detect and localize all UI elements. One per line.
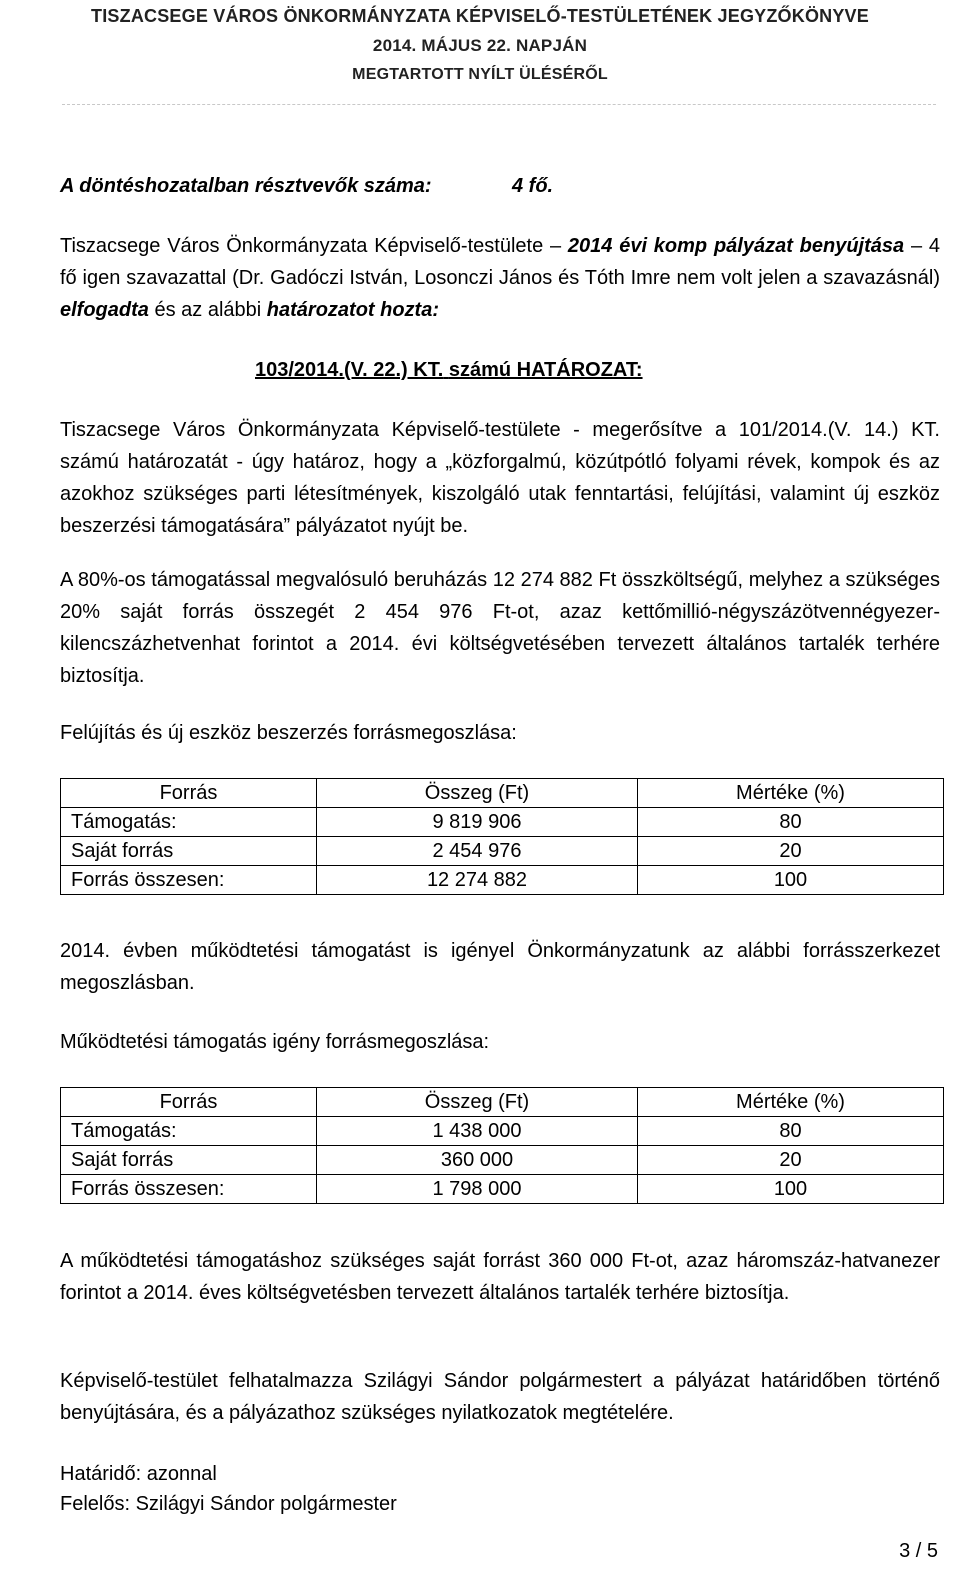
funding-paragraph: A 80%-os támogatással megvalósuló beruházás 12 274 882 Ft összköltségű, melyhez a szükséges 20% saját forrás összegét 2 454 976 Ft-ot, azaz kettőmillió-négyszázötvennégyezer- kilencszázhetvenhat forintot a 2014. évi költségvetésében tervezett általános tartalék terhére biztosítja. (60, 569, 940, 687)
cell-amount: 1 438 000 (317, 1117, 638, 1146)
header-date: 2014. MÁJUS 22. NAPJÁN (372, 36, 588, 55)
page-number: 3 / 5 (899, 1540, 938, 1562)
table-row (61, 808, 944, 837)
resolution-label: számú HATÁROZAT: (448, 359, 643, 381)
cell-rate: 80 (638, 808, 944, 837)
vote-paragraph (60, 230, 940, 326)
cell-rate: 20 (638, 1146, 944, 1175)
table-header-row (61, 1088, 944, 1117)
column-header-rate: Mértéke (%) (638, 1088, 944, 1117)
table-row (61, 1175, 944, 1204)
resolution-body: Tiszacsege Város Önkormányzata Képviselő-testülete - megerősítve a 101/2014.(V. 14.) KT. számú határozatát - úgy határoz, hogy a „közforgalmú, közútpótló folyami révek, kompok és az azokhoz szükséges parti létesítmények, kiszolgáló utak fenntartási, felújítási, valamint új eszköz beszerzési támogatására” pályázatot nyújt be. (60, 419, 940, 537)
header-title: TISZACSEGE VÁROS ÖNKORMÁNYZATA KÉPVISELŐ-TESTÜLETÉNEK JEGYZŐKÖNYVE (91, 6, 869, 26)
column-header-source: Forrás (61, 1088, 317, 1117)
resolution-title (255, 354, 643, 386)
vote-outcome: elfogadta (60, 299, 149, 321)
header-divider (62, 104, 936, 105)
table2-title: Működtetési támogatás igény forrásmegoszlása: (60, 1031, 490, 1053)
cell-source: Támogatás: (61, 808, 317, 837)
cell-amount: 1 798 000 (317, 1175, 638, 1204)
participants-value: 4 fő. (512, 175, 554, 197)
cell-source: Saját forrás (61, 837, 317, 866)
table-row (61, 1146, 944, 1175)
cell-source: Támogatás: (61, 1117, 317, 1146)
cell-amount: 360 000 (317, 1146, 638, 1175)
cell-amount: 9 819 906 (317, 808, 638, 837)
column-header-amount: Összeg (Ft) (317, 779, 638, 808)
column-header-amount: Összeg (Ft) (317, 1088, 638, 1117)
deadline: Határidő: azonnal (60, 1463, 217, 1485)
header-subtitle: MEGTARTOTT NYÍLT ÜLÉSÉRŐL (352, 66, 608, 83)
funding-table-renovation (60, 778, 944, 895)
column-header-source: Forrás (61, 779, 317, 808)
cell-rate: 100 (638, 1175, 944, 1204)
cell-source: Forrás összesen: (61, 866, 317, 895)
table-header-row (61, 779, 944, 808)
participants-label: A döntéshozatalban résztvevők száma: (60, 175, 432, 197)
vote-subject: 2014 évi komp pályázat benyújtása (567, 235, 905, 257)
funding-table-operating (60, 1087, 944, 1204)
cell-rate: 20 (638, 837, 944, 866)
cell-source: Forrás összesen: (61, 1175, 317, 1204)
cell-source: Saját forrás (61, 1146, 317, 1175)
vote-text-3: és az alábbi (154, 299, 262, 321)
responsible-person: Felelős: Szilágyi Sándor polgármester (60, 1493, 397, 1515)
table-row (61, 866, 944, 895)
column-header-rate: Mértéke (%) (638, 779, 944, 808)
table-row (61, 837, 944, 866)
vote-text-2: – 4 fő igen szavazattal (Dr. Gadóczi István, Losonczi János és Tóth Imre nem volt jelen a szavazásnál) (60, 235, 940, 289)
table1-title: Felújítás és új eszköz beszerzés forrásmegoszlása: (60, 722, 517, 744)
vote-decision: határozatot hozta: (266, 299, 439, 321)
resolution-number: 103/2014.(V. 22.) KT. (255, 359, 444, 381)
table-row (61, 1117, 944, 1146)
cell-rate: 80 (638, 1117, 944, 1146)
authorization-paragraph: Képviselő-testület felhatalmazza Szilágyi Sándor polgármestert a pályázat határidőben történő benyújtására, és a pályázathoz szükséges nyilatkozatok megtételére. (60, 1370, 940, 1424)
cell-amount: 12 274 882 (317, 866, 638, 895)
cell-amount: 2 454 976 (317, 837, 638, 866)
vote-text-1: Tiszacsege Város Önkormányzata Képviselő-testülete – (60, 235, 562, 257)
own-source-paragraph: A működtetési támogatáshoz szükséges saját forrást 360 000 Ft-ot, azaz háromszáz-hatvanezer forintot a 2014. éves költségvetésben tervezett általános tartalék terhére biztosítja. (60, 1250, 940, 1304)
operating-paragraph: 2014. évben működtetési támogatást is igényel Önkormányzatunk az alábbi forrásszerkezet megoszlásban. (60, 940, 940, 994)
cell-rate: 100 (638, 866, 944, 895)
